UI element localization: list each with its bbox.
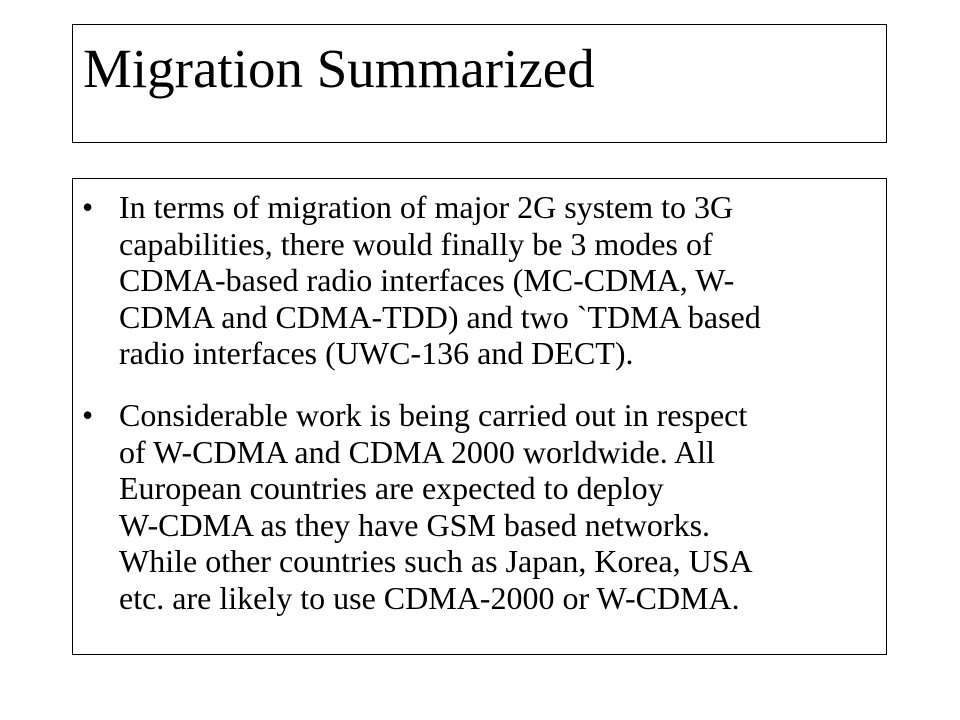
- bullet-line: W-CDMA as they have GSM based networks.: [119, 506, 711, 543]
- bullet-line: radio interfaces (UWC-136 and DECT).: [119, 335, 634, 371]
- bullet-line: capabilities, there would finally be 3 modes of: [119, 225, 713, 262]
- bullet-line: CDMA and CDMA-TDD) and two `TDMA based: [119, 298, 761, 335]
- bullet-line: of W-CDMA and CDMA 2000 worldwide. All: [119, 433, 715, 470]
- title-box: [72, 24, 887, 143]
- bullet-line: Considerable work is being carried out in respect: [119, 397, 748, 433]
- bullet-line: While other countries such as Japan, Korea, USA: [119, 543, 753, 579]
- bullet-line: European countries are expected to deploy: [119, 470, 664, 506]
- bullet-icon: •: [82, 189, 94, 225]
- bullet-line: CDMA-based radio interfaces (MC-CDMA, W-: [119, 262, 735, 298]
- slide-title: Migration Summarized: [83, 38, 595, 99]
- bullet-line: In terms of migration of major 2G system to 3G: [119, 189, 734, 225]
- bullet-line: etc. are likely to use CDMA-2000 or W-CDMA.: [119, 579, 740, 616]
- bullet-icon: •: [82, 397, 94, 433]
- content-box: [72, 178, 887, 655]
